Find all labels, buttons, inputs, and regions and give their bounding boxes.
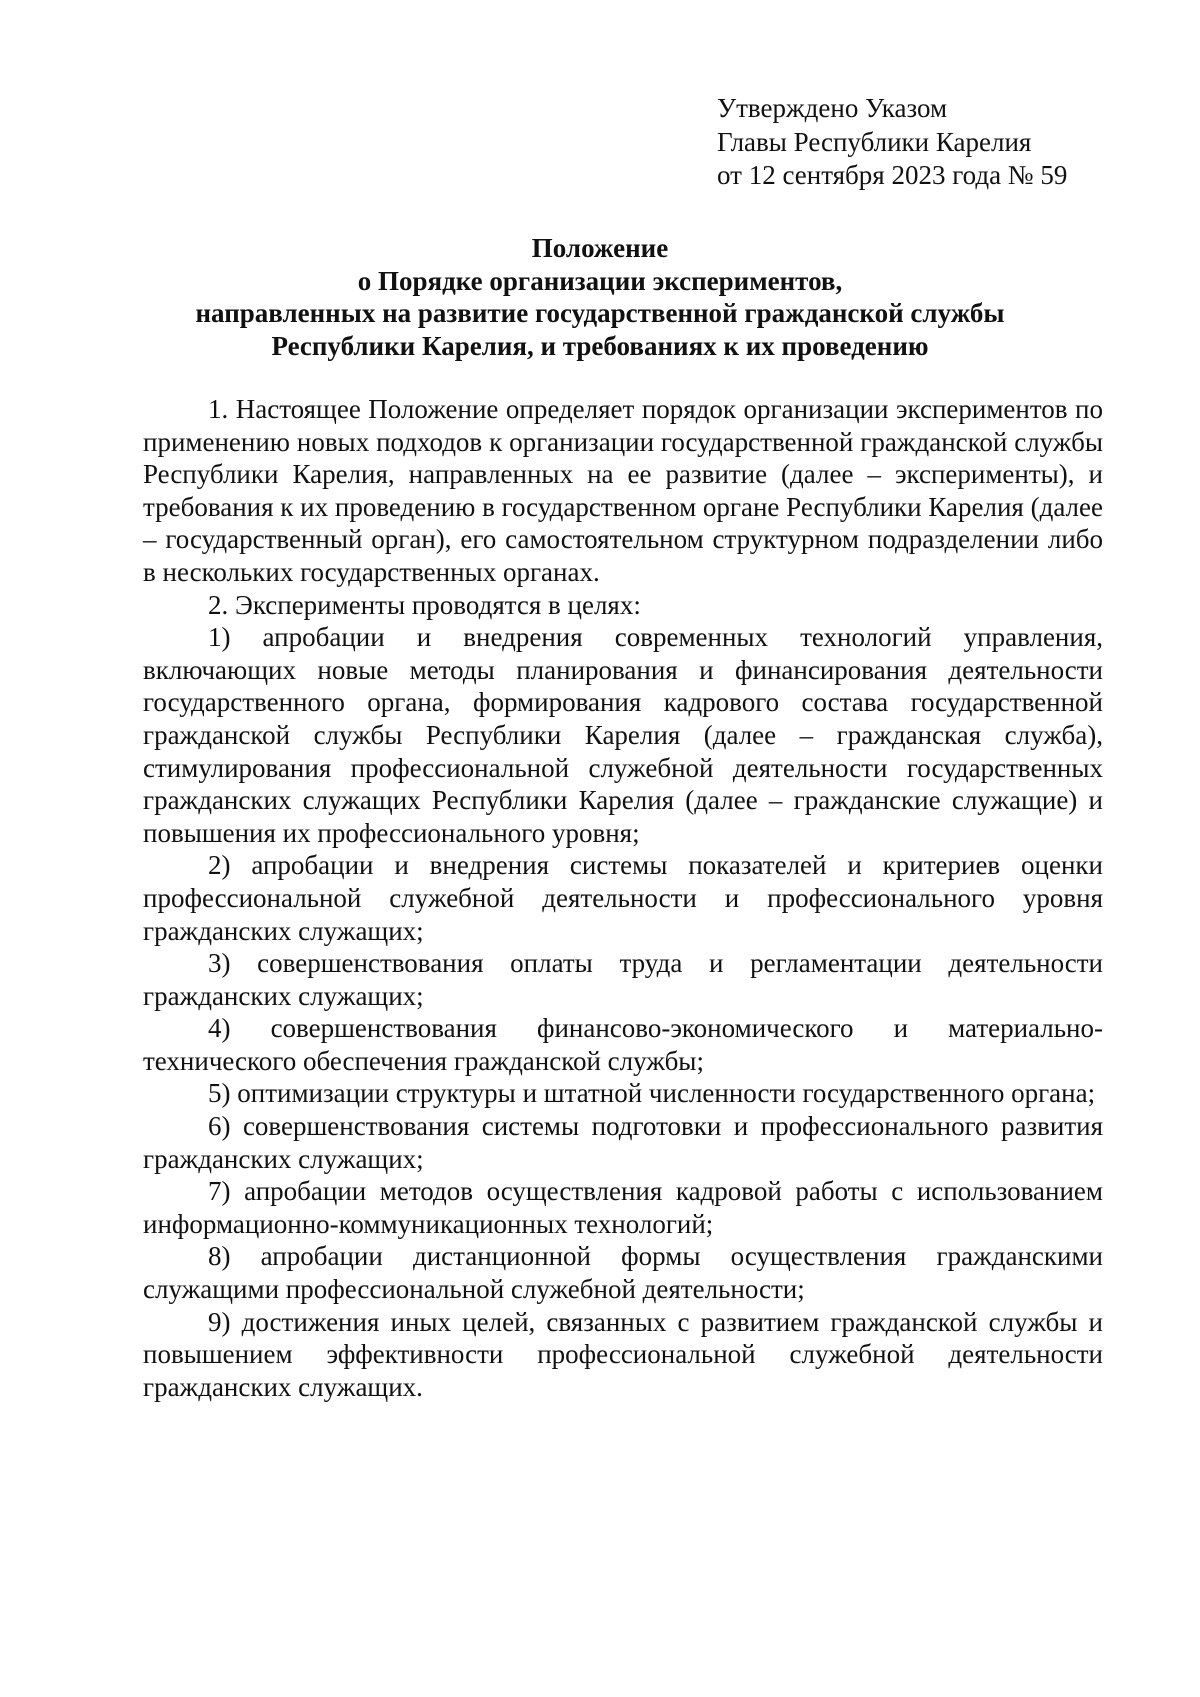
approval-line: Утверждено Указом [717,93,948,123]
paragraph: 7) апробации методов осуществления кадровой работы с использованием информационно-коммуникационных технологий; [143,1176,1103,1239]
paragraph: 4) совершенствования финансово-экономического и материально-технического обеспечения гражданской службы; [143,1013,1103,1076]
approval-stamp [717,92,1157,193]
title-line: Положение [531,233,669,263]
approval-line: Главы Республики Карелия [717,126,1032,157]
title-line: Республики Карелия, и требованиях к их проведению [271,330,929,361]
paragraph: 6) совершенствования системы подготовки и профессионального развития гражданских служащих; [143,1111,1103,1174]
title-line: о Порядке организации экспериментов, [357,265,843,296]
title-line: направленных на развитие государственной гражданской службы [195,298,1005,328]
paragraph: 5) оптимизации структуры и штатной численности государственного органа; [208,1078,1096,1109]
paragraph: 2) апробации и внедрения системы показателей и критериев оценки профессиональной служебной деятельности и профессионального уровня гражданских служащих; [143,850,1103,946]
paragraph: 1) апробации и внедрения современных технологий управления, включающих новые методы планирования и финансирования деятельности государственного органа, формирования кадрового состава государственной гражданской службы Республики Карелия (далее – гражданская служба), стимулирования профессиональной служебной деятельности государственных гражданских служащих Республики Карелия (далее – гражданские служащие) и повышения их профессионального уровня; [143,622,1103,848]
paragraph: 8) апробации дистанционной формы осуществления гражданскими служащими профессиональной служебной деятельности; [143,1241,1103,1305]
approval-line: от 12 сентября 2023 года № 59 [717,160,1068,190]
paragraph: 3) совершенствования оплаты труда и регламентации деятельности гражданских служащих; [143,948,1103,1011]
paragraph: 2. Эксперименты проводятся в целях: [208,589,641,620]
paragraph: 1. Настоящее Положение определяет порядок организации экспериментов по применению новых подходов к организации государственной гражданской службы Республики Карелия, направленных на ее развитие (далее – эксперименты), и требования к их проведению в государственном органе Республики Карелия (далее – государственный орган), его самостоятельном структурном подразделении либо в нескольких государственных органах. [143,394,1103,587]
document-title [100,232,1100,362]
paragraph: 9) достижения иных целей, связанных с развитием гражданской службы и повышением эффективности профессиональной служебной деятельности гражданских служащих. [143,1306,1103,1402]
document-body [143,393,1103,1403]
